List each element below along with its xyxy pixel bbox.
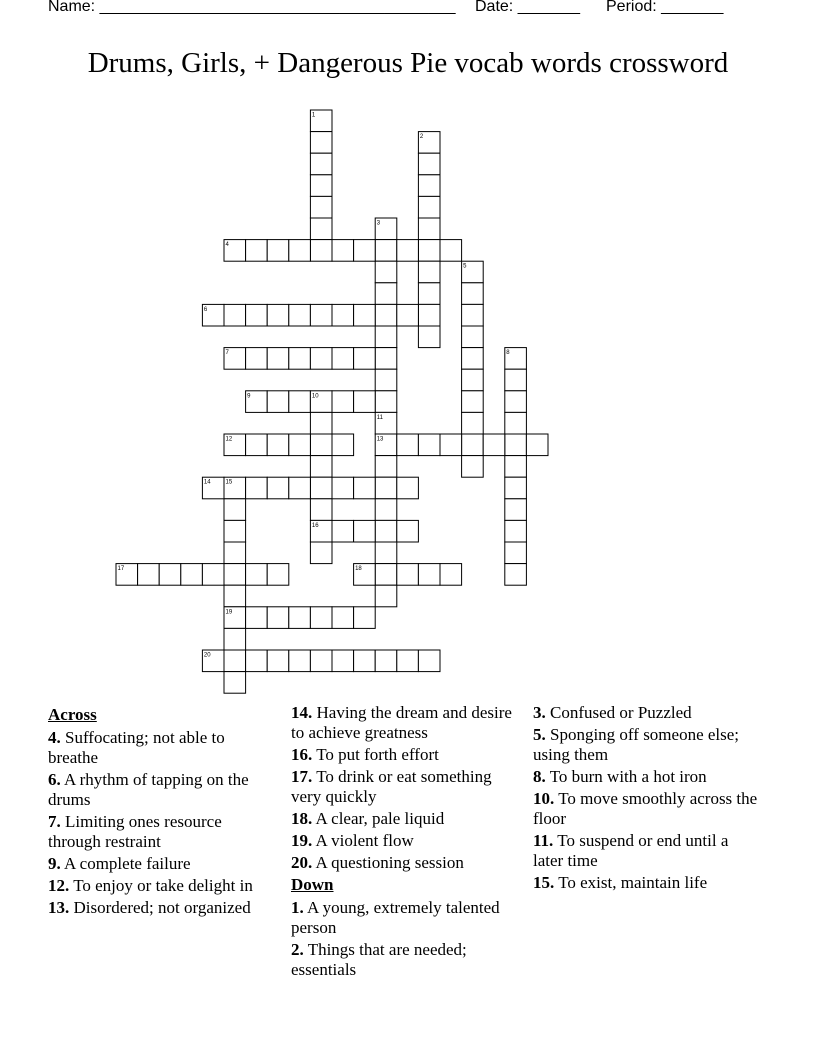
crossword-cell[interactable]: [267, 348, 289, 370]
clue-text: Having the dream and desire to achieve greatness: [291, 703, 512, 742]
crossword-cell[interactable]: [505, 391, 527, 413]
across-clue-list-continued: [291, 703, 516, 873]
across-clue-6: [48, 770, 273, 810]
crossword-cell[interactable]: [224, 585, 246, 607]
crossword-cell[interactable]: [375, 304, 397, 326]
crossword-cell[interactable]: [375, 585, 397, 607]
clue-text: A complete failure: [60, 854, 191, 873]
crossword-cell[interactable]: [375, 326, 397, 348]
crossword-cell[interactable]: [462, 348, 484, 370]
crossword-cell[interactable]: [267, 304, 289, 326]
clue-number: 6.: [48, 770, 61, 789]
crossword-cell[interactable]: [505, 542, 527, 564]
crossword-cell[interactable]: [310, 218, 332, 240]
crossword-cell[interactable]: [375, 499, 397, 521]
crossword-cell[interactable]: [375, 391, 397, 413]
across-clue-7: [48, 812, 273, 852]
crossword-cell[interactable]: [462, 304, 484, 326]
crossword-cell[interactable]: [505, 412, 527, 434]
cell-number-7: 7: [225, 350, 229, 357]
clue-text: A clear, pale liquid: [312, 809, 445, 828]
clue-number: 13.: [48, 898, 70, 917]
cell-number-15: 15: [225, 479, 233, 486]
clue-text: To enjoy or take delight in: [69, 876, 253, 895]
clue-number: 7.: [48, 812, 61, 831]
crossword-cell[interactable]: [310, 304, 332, 326]
clue-number: 20.: [291, 853, 313, 872]
page-title: Drums, Girls, + Dangerous Pie vocab words crossword: [87, 47, 729, 79]
crossword-cell[interactable]: [397, 564, 419, 586]
crossword-cell[interactable]: [462, 369, 484, 391]
down-clue-list-continued: [533, 703, 758, 893]
crossword-cell[interactable]: [332, 240, 354, 262]
crossword-cell[interactable]: [505, 520, 527, 542]
down-clue-11: [533, 831, 758, 871]
crossword-cell[interactable]: [246, 477, 268, 499]
clues-column-2: [291, 703, 516, 982]
clue-number: 8.: [533, 767, 546, 786]
crossword-cell[interactable]: [224, 304, 246, 326]
crossword-cell[interactable]: [246, 607, 268, 629]
crossword-cell[interactable]: [418, 175, 440, 197]
clue-number: 19.: [291, 831, 313, 850]
crossword-cell[interactable]: [418, 564, 440, 586]
clue-number: 18.: [291, 809, 313, 828]
crossword-cell[interactable]: [138, 564, 160, 586]
clue-number: 10.: [533, 789, 555, 808]
crossword-cell[interactable]: [159, 564, 181, 586]
down-heading: Down: [291, 875, 334, 894]
crossword-cell[interactable]: [440, 240, 462, 262]
cell-number-18: 18: [355, 566, 362, 573]
across-clue-19: [291, 831, 516, 851]
crossword-cell[interactable]: [462, 283, 484, 305]
clue-text: Things that are needed; essentials: [291, 940, 467, 979]
cell-number-16: 16: [311, 522, 319, 529]
clue-text: To burn with a hot iron: [545, 767, 707, 786]
crossword-cell[interactable]: [505, 477, 527, 499]
down-clue-10: [533, 789, 758, 829]
crossword-cell[interactable]: [267, 240, 289, 262]
cell-number-13: 13: [376, 436, 384, 443]
crossword-cell[interactable]: [354, 240, 376, 262]
cell-number-6: 6: [203, 306, 208, 313]
crossword-cell[interactable]: [332, 520, 354, 542]
crossword-cell[interactable]: [375, 348, 397, 370]
down-clue-2: [291, 940, 516, 980]
crossword-cell[interactable]: [310, 542, 332, 564]
clues-column-1: [48, 703, 273, 920]
date-field[interactable]: Date: _______: [475, 0, 580, 15]
crossword-cell[interactable]: [224, 564, 246, 586]
crossword-cell[interactable]: [354, 304, 376, 326]
clue-text: A violent flow: [312, 831, 414, 850]
cell-number-5: 5: [463, 263, 467, 270]
crossword-cell[interactable]: [310, 175, 332, 197]
crossword-cell[interactable]: [526, 434, 548, 456]
crossword-cell[interactable]: [354, 607, 376, 629]
cell-number-11: 11: [376, 414, 383, 421]
crossword-cell[interactable]: [246, 304, 268, 326]
crossword-cell[interactable]: [462, 456, 484, 478]
crossword-cell[interactable]: [440, 564, 462, 586]
clue-number: 14.: [291, 703, 313, 722]
crossword-cell[interactable]: [267, 434, 289, 456]
clue-number: 4.: [48, 728, 61, 747]
across-clue-13: [48, 898, 273, 918]
crossword-cell[interactable]: [267, 477, 289, 499]
name-field[interactable]: Name: ________________________________________: [48, 0, 456, 15]
crossword-cell[interactable]: [354, 348, 376, 370]
crossword-cell[interactable]: [418, 650, 440, 672]
crossword-cell[interactable]: [375, 369, 397, 391]
crossword-cell[interactable]: [289, 391, 311, 413]
clue-number: 15.: [533, 873, 555, 892]
cell-number-17: 17: [117, 566, 125, 573]
across-clue-4: [48, 728, 273, 768]
crossword-cell[interactable]: [397, 477, 419, 499]
clue-number: 16.: [291, 745, 313, 764]
crossword-cell[interactable]: [289, 240, 311, 262]
across-clue-12: [48, 876, 273, 896]
crossword-cell[interactable]: [310, 499, 332, 521]
crossword-cell[interactable]: [267, 564, 289, 586]
crossword-cell[interactable]: [462, 412, 484, 434]
crossword-cell[interactable]: [310, 348, 332, 370]
crossword-cell[interactable]: [310, 196, 332, 218]
period-field[interactable]: Period: _______: [606, 0, 724, 15]
crossword-cell[interactable]: [332, 650, 354, 672]
across-clue-17: [291, 767, 516, 807]
down-clue-list: [291, 898, 516, 980]
crossword-cell[interactable]: [505, 369, 527, 391]
crossword-cell[interactable]: [462, 391, 484, 413]
crossword-cell[interactable]: [246, 564, 268, 586]
clue-number: 9.: [48, 854, 61, 873]
crossword-cell[interactable]: [246, 434, 268, 456]
crossword-cell[interactable]: [289, 650, 311, 672]
clue-text: A young, extremely talented person: [291, 898, 500, 937]
crossword-cell[interactable]: [418, 196, 440, 218]
crossword-cell[interactable]: [202, 564, 224, 586]
across-clue-18: [291, 809, 516, 829]
crossword-cell[interactable]: [418, 218, 440, 240]
crossword-cell[interactable]: [310, 240, 332, 262]
crossword-cell[interactable]: [375, 456, 397, 478]
crossword-cell[interactable]: [310, 650, 332, 672]
crossword-cell[interactable]: [505, 499, 527, 521]
crossword-cell[interactable]: [375, 240, 397, 262]
crossword-cell[interactable]: [418, 304, 440, 326]
crossword-cell[interactable]: [375, 542, 397, 564]
crossword-cell[interactable]: [267, 607, 289, 629]
crossword-cell[interactable]: [246, 348, 268, 370]
crossword-cell[interactable]: [224, 672, 246, 694]
clue-number: 5.: [533, 725, 546, 744]
cell-number-10: 10: [311, 393, 319, 400]
clue-text: Confused or Puzzled: [545, 703, 692, 722]
clue-number: 1.: [291, 898, 304, 917]
crossword-cell[interactable]: [224, 628, 246, 650]
cell-number-12: 12: [225, 436, 233, 443]
clue-number: 3.: [533, 703, 546, 722]
crossword-cell[interactable]: [375, 261, 397, 283]
cell-number-4: 4: [225, 242, 229, 249]
crossword-cell[interactable]: [332, 607, 354, 629]
crossword-cell[interactable]: [246, 240, 268, 262]
crossword-cell[interactable]: [310, 456, 332, 478]
clues-column-3: [533, 703, 758, 895]
crossword-cell[interactable]: [310, 153, 332, 175]
clue-text: To move smoothly across the floor: [533, 789, 758, 828]
crossword-cell[interactable]: [310, 132, 332, 154]
across-clue-16: [291, 745, 516, 765]
cell-number-9: 9: [247, 393, 251, 400]
crossword-cell[interactable]: [462, 434, 484, 456]
crossword-cell[interactable]: [375, 650, 397, 672]
clue-text: Limiting ones resource through restraint: [48, 812, 222, 851]
crossword-cell[interactable]: [505, 434, 527, 456]
cell-number-3: 3: [376, 220, 381, 227]
crossword-cell[interactable]: [354, 520, 376, 542]
crossword-cell[interactable]: [224, 499, 246, 521]
clue-number: 11.: [533, 831, 554, 850]
clue-text: To drink or eat something very quickly: [291, 767, 492, 806]
crossword-cell[interactable]: [224, 650, 246, 672]
crossword-cell[interactable]: [267, 650, 289, 672]
clue-text: To suspend or end until a later time: [533, 831, 729, 870]
down-clue-15: [533, 873, 758, 893]
crossword-cell[interactable]: [397, 434, 419, 456]
crossword-cell[interactable]: [289, 434, 311, 456]
crossword-cell[interactable]: [354, 650, 376, 672]
crossword-cell[interactable]: [332, 477, 354, 499]
clue-text: Suffocating; not able to breathe: [48, 728, 225, 767]
crossword-cell[interactable]: [354, 391, 376, 413]
cell-number-8: 8: [506, 350, 510, 357]
crossword-cell[interactable]: [332, 348, 354, 370]
crossword-cell[interactable]: [289, 477, 311, 499]
across-heading: Across: [48, 705, 97, 724]
crossword-cell[interactable]: [418, 283, 440, 305]
clue-number: 17.: [291, 767, 313, 786]
crossword-cell[interactable]: [397, 520, 419, 542]
clue-text: To exist, maintain life: [554, 873, 708, 892]
down-clue-1: [291, 898, 516, 938]
clue-number: 12.: [48, 876, 70, 895]
crossword-cell[interactable]: [440, 434, 462, 456]
crossword-cell[interactable]: [246, 650, 268, 672]
crossword-cell[interactable]: [418, 261, 440, 283]
crossword-cell[interactable]: [397, 240, 419, 262]
clue-text: Sponging off someone else; using them: [533, 725, 740, 764]
crossword-cell[interactable]: [462, 326, 484, 348]
clue-text: A rhythm of tapping on the drums: [48, 770, 249, 809]
crossword-cell[interactable]: [418, 434, 440, 456]
crossword-cell[interactable]: [397, 650, 419, 672]
crossword-cell[interactable]: [181, 564, 203, 586]
crossword-cell[interactable]: [332, 434, 354, 456]
cell-number-19: 19: [225, 609, 233, 616]
clue-text: To put forth effort: [312, 745, 439, 764]
crossword-cell[interactable]: [289, 607, 311, 629]
cell-number-1: 1: [311, 112, 316, 119]
crossword-cell[interactable]: [505, 564, 527, 586]
crossword-cell[interactable]: [310, 412, 332, 434]
clue-text: Disordered; not organized: [69, 898, 251, 917]
crossword-cell[interactable]: [289, 304, 311, 326]
crossword-cell[interactable]: [418, 153, 440, 175]
crossword-cell[interactable]: [224, 542, 246, 564]
crossword-cell[interactable]: [289, 348, 311, 370]
crossword-cell[interactable]: [375, 564, 397, 586]
crossword-cell[interactable]: [310, 477, 332, 499]
down-clue-5: [533, 725, 758, 765]
crossword-cell[interactable]: [375, 520, 397, 542]
crossword-cell[interactable]: [418, 326, 440, 348]
crossword-cell[interactable]: [354, 477, 376, 499]
crossword-cell[interactable]: [224, 520, 246, 542]
crossword-cell[interactable]: [332, 391, 354, 413]
crossword-cell[interactable]: [397, 304, 419, 326]
clue-number: 2.: [291, 940, 304, 959]
crossword-cell[interactable]: [375, 283, 397, 305]
crossword-cell[interactable]: [332, 304, 354, 326]
crossword-cell[interactable]: [375, 477, 397, 499]
crossword-cell[interactable]: [267, 391, 289, 413]
crossword-cell[interactable]: [418, 240, 440, 262]
crossword-cell[interactable]: [483, 434, 505, 456]
down-clue-3: [533, 703, 758, 723]
clue-text: A questioning session: [312, 853, 464, 872]
cell-number-2: 2: [419, 134, 424, 141]
across-clue-14: [291, 703, 516, 743]
across-clue-9: [48, 854, 273, 874]
cell-number-20: 20: [203, 652, 211, 659]
crossword-cell[interactable]: [505, 456, 527, 478]
crossword-cell[interactable]: [310, 434, 332, 456]
across-clue-list: [48, 728, 273, 918]
cell-number-14: 14: [203, 479, 211, 486]
down-clue-8: [533, 767, 758, 787]
across-clue-20: [291, 853, 516, 873]
crossword-cell[interactable]: [310, 607, 332, 629]
